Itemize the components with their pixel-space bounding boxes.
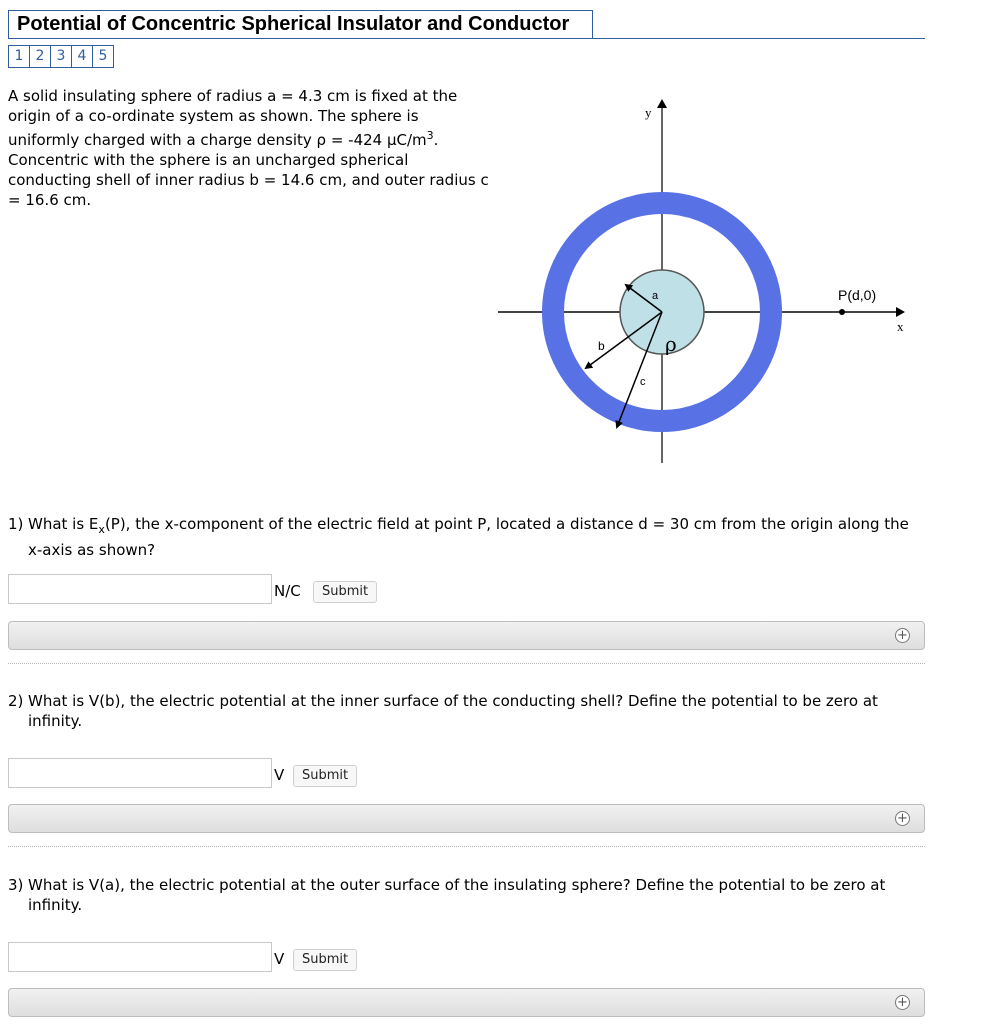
problem-line: = 16.6 cm. xyxy=(8,191,92,209)
x-axis-label: x xyxy=(897,319,904,334)
title-underline xyxy=(593,38,925,39)
question-number: 2) xyxy=(8,692,24,710)
submit-3-button[interactable]: Submit xyxy=(293,949,357,971)
subscript: x xyxy=(98,523,105,536)
question-separator xyxy=(8,846,925,847)
tab-part-5[interactable]: 5 xyxy=(92,45,114,68)
question-text: What is V(a), the electric potential at the outer surface of the insulating sphere? Define the potential to be zero at xyxy=(28,876,886,894)
label-a: a xyxy=(652,290,659,302)
label-rho: ρ xyxy=(665,332,677,356)
question-text-continued: infinity. xyxy=(28,896,83,914)
answer-3-input[interactable] xyxy=(8,942,272,972)
question-text-continued: x-axis as shown? xyxy=(28,541,156,559)
page-title: Potential of Concentric Spherical Insulator and Conductor xyxy=(8,10,593,39)
answer-2-input[interactable] xyxy=(8,758,272,788)
question-text: What is E xyxy=(28,515,99,533)
problem-line: Concentric with the sphere is an uncharged spherical xyxy=(8,151,409,169)
point-p-marker xyxy=(839,309,845,315)
label-c: c xyxy=(640,376,646,388)
superscript: 3 xyxy=(426,129,434,142)
hint-3-bar[interactable] xyxy=(8,988,925,1017)
question-3-text xyxy=(8,875,928,915)
hint-2-bar[interactable] xyxy=(8,804,925,833)
problem-line xyxy=(8,126,493,150)
problem-line: conducting shell of inner radius b = 14.6 cm, and outer radius c xyxy=(8,171,489,189)
problem-line: A solid insulating sphere of radius a = 4.3 cm is fixed at the xyxy=(8,87,458,105)
answer-3-unit: V xyxy=(274,950,285,968)
problem-statement xyxy=(8,86,493,210)
part-tabs xyxy=(8,45,114,68)
question-1-text xyxy=(8,514,928,560)
question-separator xyxy=(8,663,925,664)
point-p-label: P(d,0) xyxy=(838,287,877,303)
tab-part-2[interactable]: 2 xyxy=(29,45,51,68)
question-text-continued: infinity. xyxy=(28,712,83,730)
y-axis-arrow-icon xyxy=(657,99,667,108)
plus-icon[interactable]: + xyxy=(895,995,910,1010)
submit-2-button[interactable]: Submit xyxy=(293,765,357,787)
plus-icon[interactable]: + xyxy=(895,811,910,826)
answer-1-unit: N/C xyxy=(274,582,301,600)
hint-1-bar[interactable] xyxy=(8,621,925,650)
question-number: 1) xyxy=(8,515,24,533)
tab-part-3[interactable]: 3 xyxy=(50,45,72,68)
problem-text: uniformly charged with a charge density ρ = -424 μC/m xyxy=(8,131,427,149)
answer-1-input[interactable] xyxy=(8,574,272,604)
answer-2-unit: V xyxy=(274,766,285,784)
plus-icon[interactable]: + xyxy=(895,628,910,643)
label-b: b xyxy=(598,339,605,353)
question-2-text xyxy=(8,691,928,731)
question-text: What is V(b), the electric potential at the inner surface of the conducting shell? Define the potential to be zero at xyxy=(28,692,878,710)
tab-part-4[interactable]: 4 xyxy=(71,45,93,68)
problem-line: origin of a co-ordinate system as shown. The sphere is xyxy=(8,107,419,125)
tab-part-1[interactable]: 1 xyxy=(8,45,30,68)
submit-1-button[interactable]: Submit xyxy=(313,581,377,603)
question-number: 3) xyxy=(8,876,24,894)
problem-text: . xyxy=(433,131,439,149)
y-axis-label: y xyxy=(645,105,652,120)
question-text: (P), the x-component of the electric field at point P, located a distance d = 30 cm from the origin along the xyxy=(104,515,909,533)
concentric-spheres-diagram xyxy=(495,95,915,470)
x-axis-arrow-icon xyxy=(896,307,905,317)
